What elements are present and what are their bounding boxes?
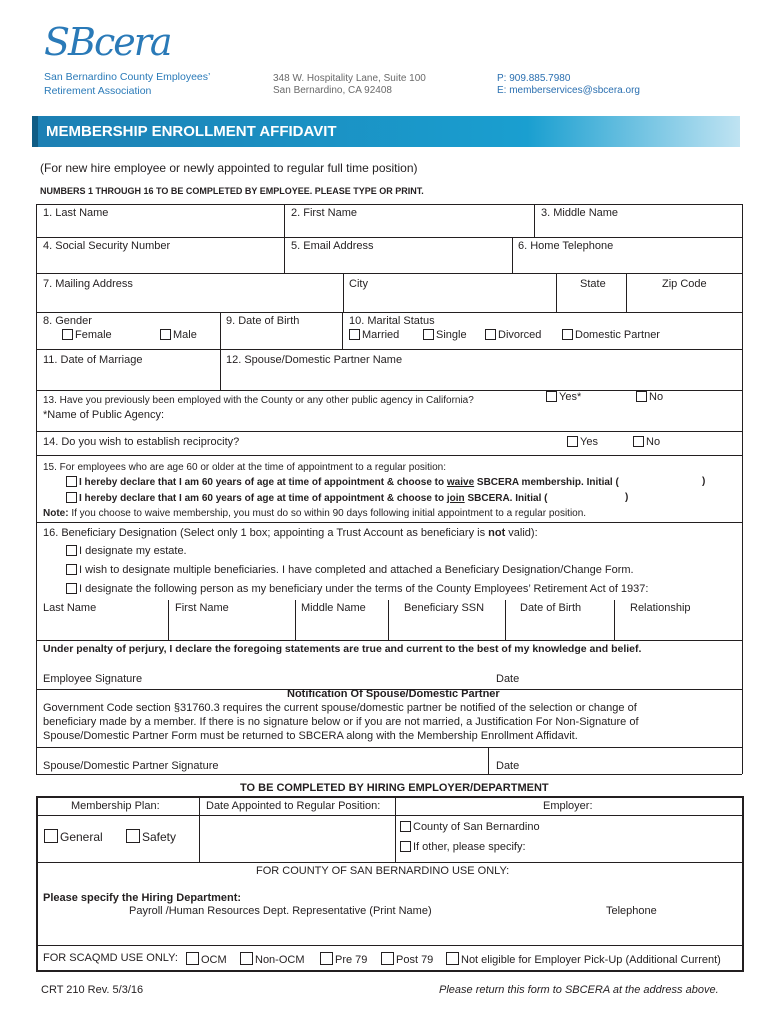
estate-checkbox[interactable]: [66, 545, 77, 556]
logo: [44, 20, 171, 64]
county-sb-checkbox[interactable]: [400, 821, 411, 832]
person-checkbox[interactable]: [66, 583, 77, 594]
employer-label: Employer:: [543, 800, 593, 812]
ben-col-middle-name: Middle Name: [301, 602, 366, 614]
employer-heading: TO BE COMPLETED BY HIRING EMPLOYER/DEPARTMENT: [240, 782, 549, 794]
q13-no-checkbox[interactable]: [636, 391, 647, 402]
ben-col-last-name: Last Name: [43, 602, 97, 614]
post79-checkbox[interactable]: [381, 952, 394, 965]
beneficiary-person[interactable]: I designate the following person as my beneficiary under the terms of the County Employees’ Retirement Act of 1937:: [66, 583, 648, 595]
scaqmd-pre79[interactable]: Pre 79: [320, 952, 367, 966]
home-phone-label: 6. Home Telephone: [518, 240, 614, 252]
scaqmd-ocm[interactable]: OCM: [186, 952, 227, 966]
divorced-checkbox[interactable]: [485, 329, 496, 340]
county-use-label: FOR COUNTY OF SAN BERNARDINO USE ONLY:: [256, 865, 510, 877]
q15-join-checkbox[interactable]: [66, 492, 77, 503]
ben-col-relationship: Relationship: [630, 602, 691, 614]
employee-signature-label: Employee Signature: [43, 673, 143, 685]
subtitle: (For new hire employee or newly appointed to regular full time position): [40, 161, 418, 175]
q14-yes-checkbox[interactable]: [567, 436, 578, 447]
ben-col-dob: Date of Birth: [520, 602, 582, 614]
first-name-label: 2. First Name: [291, 207, 358, 219]
safety-checkbox[interactable]: [126, 829, 140, 843]
q16-label: 16. Beneficiary Designation (Select only 1 box; appointing a Trust Account as beneficiary is not valid):: [43, 527, 538, 539]
date-appointed-label: Date Appointed to Regular Position:: [206, 800, 381, 812]
payroll-rep-label: Payroll /Human Resources Dept. Representative (Print Name): [129, 905, 432, 917]
marital-single[interactable]: Single: [423, 329, 467, 341]
plan-general[interactable]: General: [44, 829, 103, 844]
address-line2: San Bernardino, CA 92408: [273, 85, 392, 96]
spouse-signature-label: Spouse/Domestic Partner Signature: [43, 760, 219, 772]
page-title: MEMBERSHIP ENROLLMENT AFFIDAVIT: [46, 123, 337, 140]
q13-yes-checkbox[interactable]: [546, 391, 557, 402]
ocm-checkbox[interactable]: [186, 952, 199, 965]
notification-title: Notification Of Spouse/Domestic Partner: [287, 688, 500, 700]
instructions: NUMBERS 1 THROUGH 16 TO BE COMPLETED BY EMPLOYEE. PLEASE TYPE OR PRINT.: [40, 186, 424, 196]
city-label: City: [349, 278, 368, 290]
female-checkbox[interactable]: [62, 329, 73, 340]
telephone-label: Telephone: [606, 905, 657, 917]
q15-join-option[interactable]: I hereby declare that I am 60 years of age at time of appointment & choose to join SBCERA. Initial (: [66, 492, 547, 504]
gender-male[interactable]: Male: [160, 329, 197, 341]
mailing-address-label: 7. Mailing Address: [43, 278, 133, 290]
q13-agency-label: *Name of Public Agency:: [43, 409, 165, 421]
state-label: State: [580, 278, 606, 290]
q13-yes[interactable]: Yes*: [546, 391, 581, 403]
form-revision: CRT 210 Rev. 5/3/16: [41, 984, 144, 996]
plan-safety[interactable]: Safety: [126, 829, 176, 844]
membership-plan-label: Membership Plan:: [71, 800, 160, 812]
org-line1: San Bernardino County Employees’: [44, 71, 211, 83]
org-name: [44, 70, 210, 98]
ssn-label: 4. Social Security Number: [43, 240, 171, 252]
return-instructions: Please return this form to SBCERA at the address above.: [439, 984, 719, 996]
q14-no[interactable]: No: [633, 436, 660, 448]
notification-line3: Spouse/Domestic Partner Form must be returned to SBCERA along with the Membership Enrollment Affidavit.: [43, 730, 578, 742]
not-eligible-checkbox[interactable]: [446, 952, 459, 965]
phone: P: 909.885.7980: [497, 73, 571, 84]
marital-domestic-partner[interactable]: Domestic Partner: [562, 329, 660, 341]
notification-line2: beneficiary made by a member. If there is no signature below or if you are not married, a Justification For Non-Signature of: [43, 716, 639, 728]
non-ocm-checkbox[interactable]: [240, 952, 253, 965]
marital-married[interactable]: Married: [349, 329, 399, 341]
last-name-label: 1. Last Name: [43, 207, 109, 219]
perjury-statement: Under penalty of perjury, I declare the foregoing statements are true and current to the best of my knowledge and belief.: [43, 643, 642, 655]
employer-other[interactable]: If other, please specify:: [400, 841, 526, 853]
marital-label: 10. Marital Status: [349, 315, 435, 327]
logo-text: SBcera: [44, 20, 171, 64]
beneficiary-multiple[interactable]: I wish to designate multiple beneficiaries. I have completed and attached a Beneficiary Designation/Change Form.: [66, 564, 634, 576]
marital-divorced[interactable]: Divorced: [485, 329, 541, 341]
title-banner-accent: [32, 116, 38, 147]
q15-label: 15. For employees who are age 60 or older at the time of appointment to a regular position:: [43, 462, 447, 473]
employer-county-sb[interactable]: County of San Bernardino: [400, 821, 540, 833]
dob-label: 9. Date of Birth: [226, 315, 300, 327]
scaqmd-not-eligible[interactable]: Not eligible for Employer Pick-Up (Additional Current): [446, 952, 721, 966]
male-checkbox[interactable]: [160, 329, 171, 340]
scaqmd-label: FOR SCAQMD USE ONLY:: [43, 952, 178, 964]
date-of-marriage-label: 11. Date of Marriage: [43, 354, 143, 366]
q15-waive-checkbox[interactable]: [66, 476, 77, 487]
q15-waive-option[interactable]: I hereby declare that I am 60 years of age at time of appointment & choose to waive SBCERA membership. Initial (: [66, 476, 619, 488]
q15-note: Note: If you choose to waive membership, you must do so within 90 days following initial appointment to a regular position.: [43, 508, 587, 519]
married-checkbox[interactable]: [349, 329, 360, 340]
q13-label: 13. Have you previously been employed with the County or any other public agency in California?: [43, 395, 474, 406]
other-checkbox[interactable]: [400, 841, 411, 852]
zip-label: Zip Code: [662, 278, 707, 290]
org-line2: Retirement Association: [44, 85, 152, 97]
multiple-checkbox[interactable]: [66, 564, 77, 575]
address: [273, 73, 426, 97]
address-line1: 348 W. Hospitality Lane, Suite 100: [273, 73, 426, 84]
ben-col-ssn: Beneficiary SSN: [404, 602, 485, 614]
q14-label: 14. Do you wish to establish reciprocity?: [43, 436, 240, 448]
spouse-name-label: 12. Spouse/Domestic Partner Name: [226, 354, 403, 366]
q14-yes[interactable]: Yes: [567, 436, 598, 448]
email: E: memberservices@sbcera.org: [497, 85, 640, 96]
employee-date-label: Date: [496, 673, 520, 685]
beneficiary-estate[interactable]: I designate my estate.: [66, 545, 187, 557]
ben-col-first-name: First Name: [175, 602, 229, 614]
contact: [497, 73, 640, 97]
notification-line1: Government Code section §31760.3 requires the current spouse/domestic partner be notified of the selection or change of: [43, 702, 637, 714]
single-checkbox[interactable]: [423, 329, 434, 340]
q15-join-close: ): [625, 492, 629, 503]
scaqmd-post79[interactable]: Post 79: [381, 952, 433, 966]
email-label: 5. Email Address: [291, 240, 374, 252]
gender-label: 8. Gender: [43, 315, 92, 327]
pre79-checkbox[interactable]: [320, 952, 333, 965]
scaqmd-non-ocm[interactable]: Non-OCM: [240, 952, 305, 966]
q14-no-checkbox[interactable]: [633, 436, 644, 447]
domestic-partner-checkbox[interactable]: [562, 329, 573, 340]
middle-name-label: 3. Middle Name: [541, 207, 619, 219]
q13-no[interactable]: No: [636, 391, 663, 403]
hiring-department-label: Please specify the Hiring Department:: [43, 892, 242, 904]
gender-female[interactable]: Female: [62, 329, 112, 341]
q15-waive-close: ): [702, 476, 706, 487]
spouse-date-label: Date: [496, 760, 520, 772]
general-checkbox[interactable]: [44, 829, 58, 843]
